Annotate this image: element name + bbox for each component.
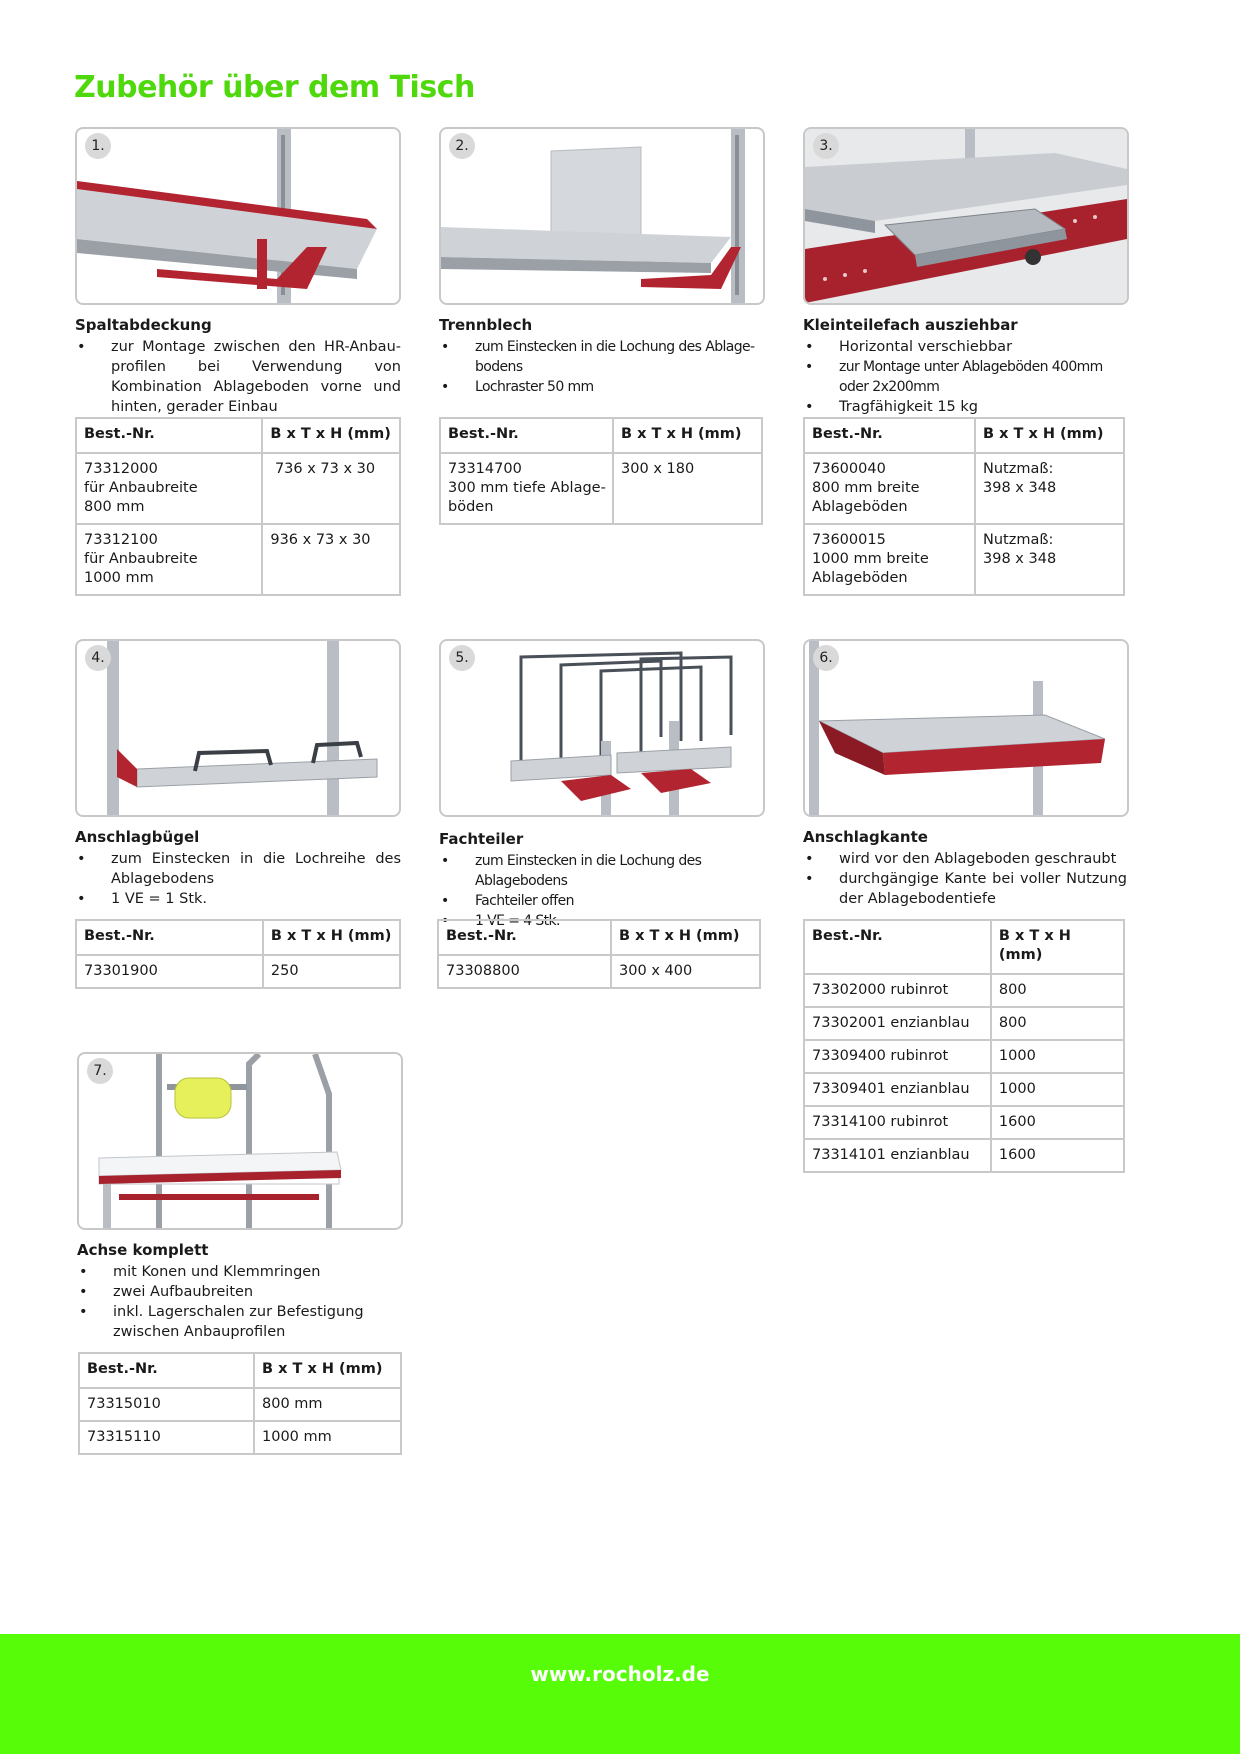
item-number-badge: 1. bbox=[85, 133, 111, 159]
col-header-dimensions: B x T x H (mm) bbox=[254, 1353, 401, 1388]
table-row bbox=[76, 955, 400, 988]
dimensions-cell: 800 bbox=[991, 1007, 1124, 1040]
product-image-anschlagkante bbox=[803, 639, 1129, 817]
feature-item: • zum Einstecken in die Lochung des Ablage-bodens bbox=[439, 337, 757, 377]
table-row bbox=[804, 1106, 1124, 1139]
table-header-row bbox=[438, 920, 760, 955]
feature-list bbox=[439, 337, 757, 397]
table-row bbox=[76, 453, 400, 524]
product-image-trennblech bbox=[439, 127, 765, 305]
order-number-line: 73314700 300 mm tiefe Ablage- böden bbox=[448, 461, 606, 515]
order-number-line: 73312100 für Anbaubreite 1000 mm bbox=[84, 532, 198, 586]
table-row bbox=[438, 955, 760, 988]
product-heading: Trennblech bbox=[439, 316, 533, 334]
col-header-dimensions: B x T x H (mm) bbox=[611, 920, 760, 955]
table-header-row bbox=[79, 1353, 401, 1388]
dimensions-cell: 800 bbox=[991, 974, 1124, 1007]
product-heading: Achse komplett bbox=[77, 1241, 209, 1259]
product-image-fachteiler bbox=[439, 639, 765, 817]
col-header-order-number: Best.-Nr. bbox=[438, 920, 611, 955]
order-number-cell: 73309401 enzianblau bbox=[804, 1073, 991, 1106]
col-header-order-number: Best.-Nr. bbox=[76, 418, 262, 453]
feature-list bbox=[803, 849, 1127, 909]
dimensions-cell: 1000 mm bbox=[254, 1421, 401, 1454]
table-header-row bbox=[76, 418, 400, 453]
dimensions-cell: 1600 bbox=[991, 1106, 1124, 1139]
compartment-divider-illustration bbox=[441, 641, 763, 815]
product-image-achse-komplett bbox=[77, 1052, 403, 1230]
dimensions-value: Nutzmaß: 398 x 348 bbox=[983, 532, 1057, 567]
dimensions-value: Nutzmaß: 398 x 348 bbox=[983, 461, 1057, 496]
product-image-kleinteilefach bbox=[803, 127, 1129, 305]
order-number-cell: 73302000 rubinrot bbox=[804, 974, 991, 1007]
feature-item: • zur Montage zwischen den HR-Anbau-profilen bei Verwendung von Kombination Ablageboden vorne und hinten, gerader Einbau bbox=[75, 337, 401, 417]
table-header-row bbox=[804, 418, 1124, 453]
feature-item: • Horizontal verschiebbar bbox=[803, 337, 1133, 357]
product-heading: Fachteiler bbox=[439, 830, 524, 848]
product-image-spaltabdeckung bbox=[75, 127, 401, 305]
product-heading: Anschlagkante bbox=[803, 828, 928, 846]
order-number-cell: 73315010 bbox=[79, 1388, 254, 1421]
item-number-badge: 2. bbox=[449, 133, 475, 159]
product-heading: Kleinteilefach ausziehbar bbox=[803, 316, 1018, 334]
order-number-cell: 73301900 bbox=[76, 955, 263, 988]
table-row bbox=[804, 1007, 1124, 1040]
table-row bbox=[804, 1139, 1124, 1172]
order-number-cell: 73314100 rubinrot bbox=[804, 1106, 991, 1139]
col-header-order-number: Best.-Nr. bbox=[440, 418, 613, 453]
table-header-row bbox=[804, 920, 1124, 974]
feature-item: • 1 VE = 4 Stk. bbox=[439, 911, 765, 931]
order-number-cell: 73315110 bbox=[79, 1421, 254, 1454]
table-row bbox=[79, 1388, 401, 1421]
spec-table bbox=[439, 417, 763, 525]
feature-item: • 1 VE = 1 Stk. bbox=[75, 889, 401, 909]
feature-item: • wird vor den Ablageboden geschraubt bbox=[803, 849, 1127, 869]
table-header-row bbox=[76, 920, 400, 955]
col-header-dimensions: B x T x H (mm) bbox=[991, 920, 1124, 974]
stop-edge-illustration bbox=[805, 641, 1127, 815]
dimensions-value: 936 x 73 x 30 bbox=[270, 532, 371, 548]
feature-item: • zwei Aufbaubreiten bbox=[77, 1282, 377, 1302]
item-number-badge: 3. bbox=[813, 133, 839, 159]
website-link[interactable]: www.rocholz.de bbox=[530, 1662, 710, 1686]
col-header-dimensions: B x T x H (mm) bbox=[263, 920, 400, 955]
order-number-line: 73600015 1000 mm breite Ablageböden bbox=[812, 532, 929, 586]
spec-table bbox=[803, 919, 1125, 1173]
feature-item: • Fachteiler offen bbox=[439, 891, 765, 911]
item-number-badge: 6. bbox=[813, 645, 839, 671]
spec-table bbox=[75, 919, 401, 989]
table-row bbox=[804, 974, 1124, 1007]
table-row bbox=[79, 1421, 401, 1454]
spec-table bbox=[437, 919, 761, 989]
spec-table bbox=[803, 417, 1125, 596]
divider-plate-illustration bbox=[441, 129, 763, 303]
dimensions-cell: 250 bbox=[263, 955, 400, 988]
axle-illustration bbox=[79, 1054, 401, 1228]
table-row bbox=[76, 524, 400, 595]
col-header-order-number: Best.-Nr. bbox=[804, 920, 991, 974]
feature-item: • mit Konen und Klemmringen bbox=[77, 1262, 377, 1282]
feature-item: • zur Montage unter Ablageböden 400mm oder 2x200mm bbox=[803, 357, 1133, 397]
item-number-badge: 5. bbox=[449, 645, 475, 671]
feature-list bbox=[77, 1262, 377, 1342]
feature-item: • zum Einstecken in die Lochreihe des Ablagebodens bbox=[75, 849, 401, 889]
feature-item: • inkl. Lagerschalen zur Befestigung zwischen Anbauprofilen bbox=[77, 1302, 377, 1342]
col-header-order-number: Best.-Nr. bbox=[79, 1353, 254, 1388]
order-number-cell: 73308800 bbox=[438, 955, 611, 988]
product-heading: Anschlagbügel bbox=[75, 828, 200, 846]
feature-item: • zum Einstecken in die Lochung des Ablagebodens bbox=[439, 851, 765, 891]
col-header-order-number: Best.-Nr. bbox=[76, 920, 263, 955]
spec-table bbox=[75, 417, 401, 596]
col-header-order-number: Best.-Nr. bbox=[804, 418, 975, 453]
col-header-dimensions: B x T x H (mm) bbox=[975, 418, 1124, 453]
feature-item: • Tragfähigkeit 15 kg bbox=[803, 397, 1133, 417]
col-header-dimensions: B x T x H (mm) bbox=[613, 418, 762, 453]
stop-bracket-illustration bbox=[77, 641, 399, 815]
drawer-illustration bbox=[805, 129, 1127, 303]
order-number-cell: 73302001 enzianblau bbox=[804, 1007, 991, 1040]
item-number-badge: 7. bbox=[87, 1058, 113, 1084]
product-heading: Spaltabdeckung bbox=[75, 316, 212, 334]
dimensions-cell: 1000 bbox=[991, 1073, 1124, 1106]
table-row bbox=[804, 1040, 1124, 1073]
table-row bbox=[804, 524, 1124, 595]
item-number-badge: 4. bbox=[85, 645, 111, 671]
feature-item: • durchgängige Kante bei voller Nutzung der Ablagebodentiefe bbox=[803, 869, 1127, 909]
shelf-cover-illustration bbox=[77, 129, 399, 303]
feature-list bbox=[803, 337, 1133, 417]
order-number-line: 73600040 800 mm breite Ablageböden bbox=[812, 461, 920, 515]
dimensions-cell: 300 x 400 bbox=[611, 955, 760, 988]
table-header-row bbox=[440, 418, 762, 453]
dimensions-cell: 1600 bbox=[991, 1139, 1124, 1172]
product-image-anschlagbuegel bbox=[75, 639, 401, 817]
table-row bbox=[804, 1073, 1124, 1106]
feature-item: • Lochraster 50 mm bbox=[439, 377, 757, 397]
dimensions-cell: 1000 bbox=[991, 1040, 1124, 1073]
order-number-cell: 73309400 rubinrot bbox=[804, 1040, 991, 1073]
order-number-line: 73312000 für Anbaubreite 800 mm bbox=[84, 461, 198, 515]
feature-list bbox=[75, 337, 401, 417]
footer-bar bbox=[0, 1634, 1240, 1754]
dimensions-value: 736 x 73 x 30 bbox=[270, 461, 376, 477]
dimensions-cell: 800 mm bbox=[254, 1388, 401, 1421]
spec-table bbox=[78, 1352, 402, 1455]
dimensions-value: 300 x 180 bbox=[621, 461, 695, 477]
feature-list bbox=[75, 849, 401, 909]
table-row bbox=[804, 453, 1124, 524]
col-header-dimensions: B x T x H (mm) bbox=[262, 418, 400, 453]
order-number-cell: 73314101 enzianblau bbox=[804, 1139, 991, 1172]
page-title: Zubehör über dem Tisch bbox=[74, 70, 475, 105]
table-row bbox=[440, 453, 762, 524]
